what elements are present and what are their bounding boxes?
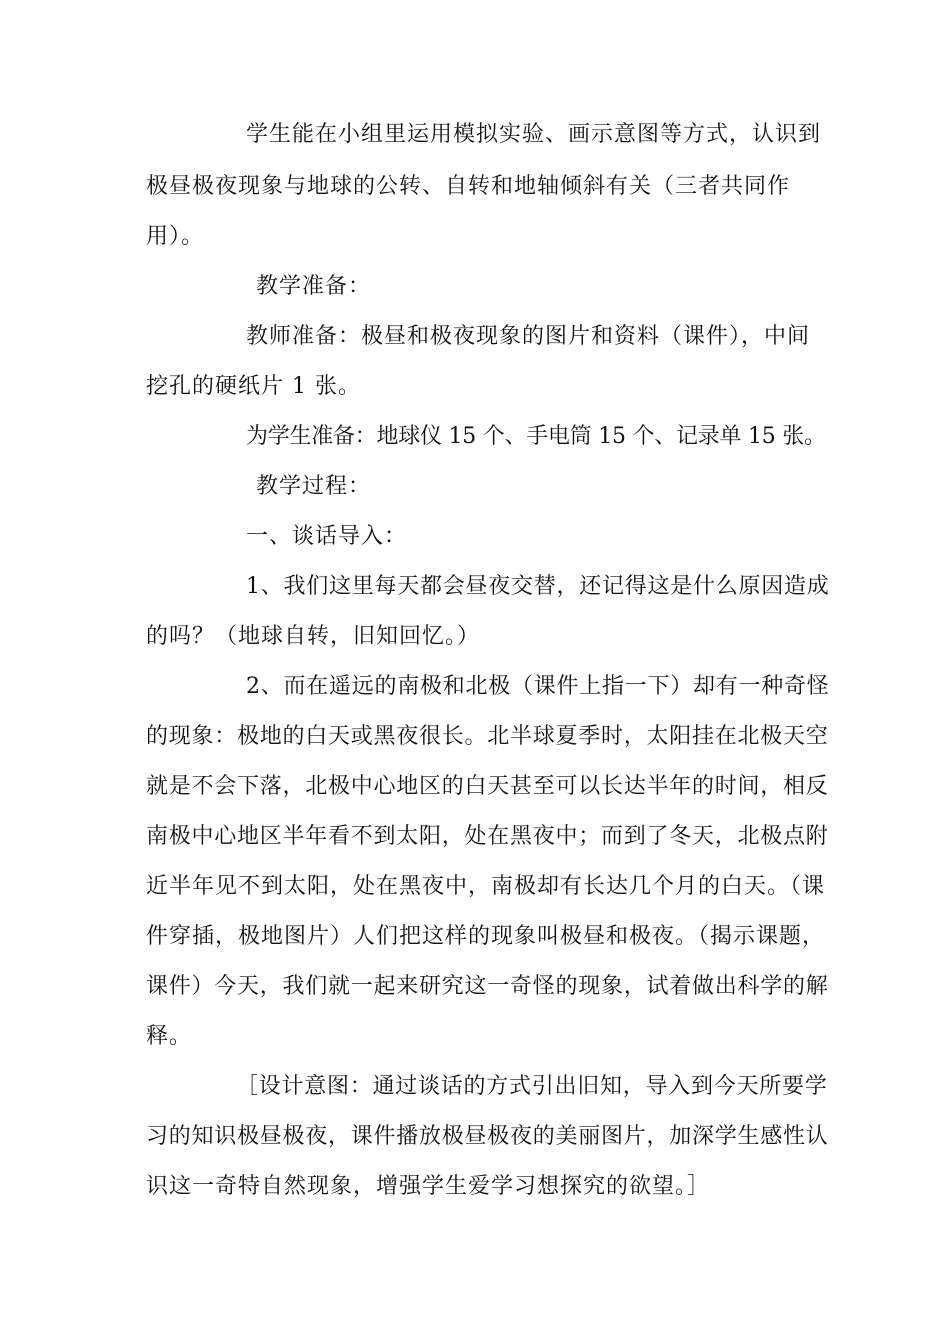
teacher-prep-line-1: 教师准备：极昼和极夜现象的图片和资料（课件），中间 <box>246 324 811 349</box>
intro-q2-line-2: 的现象：极地的白天或黑夜很长。北半球夏季时，太阳挂在北极天空 <box>146 724 829 749</box>
intro-q2-line-1: 2、而在遥远的南极和北极（课件上指一下）却有一种奇怪 <box>246 674 830 699</box>
teacher-prep-line-2: 挖孔的硬纸片 1 张。 <box>146 374 361 399</box>
paragraph-objective-line-1: 学生能在小组里运用模拟实验、画示意图等方式，认识到 <box>246 122 822 147</box>
intro-q2-line-4: 南极中心地区半年看不到太阳，处在黑夜中；而到了冬天，北极点附 <box>146 824 829 849</box>
design-intent-line-2: 习的知识极昼极夜，课件播放极昼极夜的美丽图片，加深学生感性认 <box>146 1124 829 1149</box>
heading-process: 教学过程： <box>256 474 372 499</box>
intro-q2-line-3: 就是不会下落，北极中心地区的白天甚至可以长达半年的时间，相反 <box>146 774 829 799</box>
design-intent-line-3: 识这一奇特自然现象，增强学生爱学习想探究的欲望。］ <box>146 1174 711 1199</box>
intro-q1-line-1: 1、我们这里每天都会昼夜交替，还记得这是什么原因造成 <box>246 574 830 599</box>
paragraph-objective-line-3: 用）。 <box>146 224 205 249</box>
design-intent-line-1: ［设计意图：通过谈话的方式引出旧知，导入到今天所要学 <box>236 1074 828 1099</box>
heading-preparation: 教学准备： <box>256 274 372 299</box>
intro-q2-line-5: 近半年见不到太阳，处在黑夜中，南极却有长达几个月的白天。（课 <box>146 874 826 899</box>
intro-q2-line-6: 件穿插，极地图片）人们把这样的现象叫极昼和极夜。（揭示课题， <box>146 924 826 949</box>
intro-q2-line-8: 释。 <box>146 1024 193 1049</box>
student-prep-line: 为学生准备：地球仪 15 个、手电筒 15 个、记录单 15 张。 <box>246 424 826 449</box>
section-heading-intro: 一、谈话导入： <box>246 524 408 549</box>
paragraph-objective-line-2: 极昼极夜现象与地球的公转、自转和地轴倾斜有关（三者共同作 <box>146 174 791 199</box>
intro-q2-line-7: 课件）今天，我们就一起来研究这一奇怪的现象，试着做出科学的解 <box>146 974 829 999</box>
intro-q1-line-2: 的吗？（地球自转，旧知回忆。） <box>146 624 481 649</box>
